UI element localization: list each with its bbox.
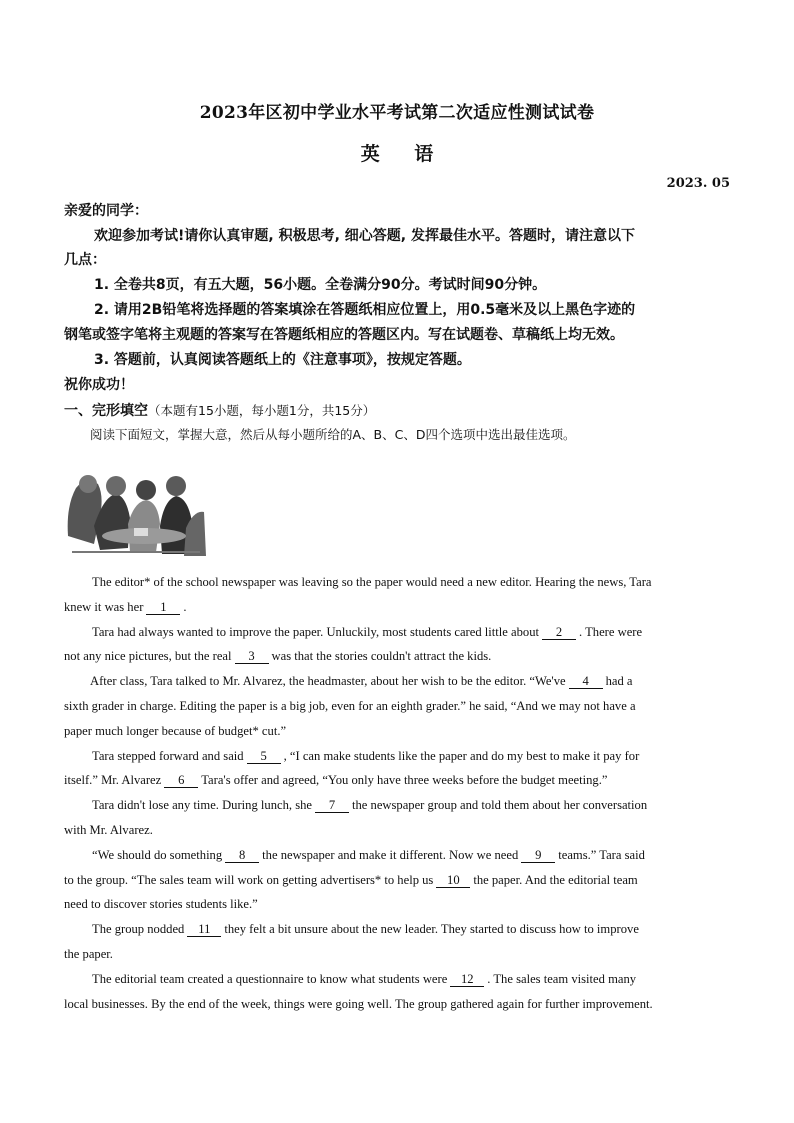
blank-1: 1 — [146, 600, 180, 615]
passage-text: . — [183, 599, 187, 614]
instruction-item-3: 3. 答题前，认真阅读答题纸上的《注意事项》，按规定答题。 — [94, 352, 471, 368]
passage-text: Tara's offer and agreed, “You only have three weeks before the budget meeting.” — [201, 773, 608, 788]
passage-text: The group nodded — [92, 922, 185, 937]
passage-line — [64, 620, 730, 645]
passage-text: not any nice pictures, but the real — [64, 649, 232, 664]
passage-line: need to discover stories students like.” — [64, 897, 258, 912]
blank-6: 6 — [164, 773, 198, 788]
section-heading — [64, 400, 375, 420]
passage-text: , “I can make students like the paper and do my best to make it pay for — [283, 748, 640, 763]
passage-line — [64, 917, 730, 942]
instruction-item-2a: 2. 请用2B铅笔将选择题的答案填涂在答题纸相应位置上，用0.5毫米及以上黑色字迹的 — [94, 302, 636, 318]
blank-4: 4 — [569, 674, 603, 689]
passage-text: The editorial team created a questionnaire to know what students were — [92, 971, 448, 986]
section-direction: 阅读下面短文，掌握大意，然后从每小题所给的A、B、C、D四个选项中选出最佳选项。 — [90, 427, 576, 442]
passage-text: After class, Tara talked to Mr. Alvarez, the headmaster, about her wish to be the editor. “We've — [90, 674, 566, 689]
passage-line: sixth grader in charge. Editing the paper is a big job, even for an eighth grader.” he said, “And we may not have a — [64, 698, 636, 713]
blank-9: 9 — [521, 848, 555, 863]
passage-text: teams.” Tara said — [558, 847, 645, 862]
blank-7: 7 — [315, 798, 349, 813]
passage-line — [64, 768, 730, 793]
passage-text: . The sales team visited many — [487, 971, 637, 986]
passage-line: with Mr. Alvarez. — [64, 822, 153, 837]
passage-text: the newspaper group and told them about her conversation — [351, 798, 648, 813]
passage — [64, 570, 730, 1016]
passage-text: Tara didn't lose any time. During lunch, she — [92, 798, 312, 813]
passage-text: . There were — [579, 624, 643, 639]
passage-text: the paper. And the editorial team — [473, 872, 638, 887]
section-note: （本题有15小题，每小题1分，共15分） — [148, 403, 376, 418]
passage-line: The editor* of the school newspaper was leaving so the paper would need a new editor. Hearing the news, Tara — [92, 575, 652, 589]
students-meeting-illustration — [64, 466, 208, 558]
blank-12: 12 — [450, 972, 484, 987]
subject-title: 英 语 — [360, 143, 448, 165]
passage-line — [64, 669, 730, 694]
passage-line — [64, 868, 730, 893]
passage-text: the newspaper and make it different. Now we need — [262, 847, 519, 862]
passage-text: “We should do something — [92, 847, 223, 862]
closing-text: 祝你成功！ — [64, 377, 134, 393]
blank-11: 11 — [187, 922, 221, 937]
section-title: 一、完形填空 — [64, 403, 148, 419]
instruction-line-1b: 几点： — [64, 252, 106, 268]
passage-text: had a — [605, 674, 633, 689]
passage-line — [64, 967, 730, 992]
passage-line: the paper. — [64, 946, 113, 961]
instruction-item-2b: 钢笔或签字笔将主观题的答案写在答题纸相应的答题区内。写在试题卷、草稿纸上均无效。 — [64, 327, 624, 343]
blank-3: 3 — [235, 649, 269, 664]
blank-5: 5 — [247, 749, 281, 764]
exam-title: 2023年区初中学业水平考试第二次适应性测试试卷 — [199, 103, 595, 123]
blank-2: 2 — [542, 625, 576, 640]
instruction-line-1: 欢迎参加考试!请你认真审题, 积极思考, 细心答题, 发挥最佳水平。答题时，请注意以下 — [94, 228, 635, 244]
passage-line: paper much longer because of budget* cut.” — [64, 723, 287, 738]
passage-line — [64, 644, 730, 669]
passage-text: itself.” Mr. Alvarez — [64, 773, 162, 788]
passage-line: local businesses. By the end of the week, things were going well. The group gathered again for further improvement. — [64, 996, 653, 1011]
passage-text: was that the stories couldn't attract the kids. — [271, 649, 492, 664]
passage-line — [64, 843, 730, 868]
blank-10: 10 — [436, 873, 470, 888]
blank-8: 8 — [225, 848, 259, 863]
passage-line — [64, 595, 730, 620]
passage-line — [64, 744, 730, 769]
passage-text: knew it was her — [64, 599, 144, 614]
passage-text: Tara stepped forward and said — [92, 748, 244, 763]
exam-date: 2023. 05 — [666, 176, 730, 191]
passage-text: to the group. “The sales team will work on getting advertisers* to help us — [64, 872, 434, 887]
greeting: 亲爱的同学： — [64, 203, 148, 219]
passage-text: they felt a bit unsure about the new leader. They started to discuss how to improve — [224, 922, 639, 937]
passage-line — [64, 793, 730, 818]
passage-text: Tara had always wanted to improve the paper. Unluckily, most students cared little about — [92, 624, 540, 639]
instruction-item-1: 1. 全卷共8页，有五大题，56小题。全卷满分90分。考试时间90分钟。 — [94, 277, 547, 293]
